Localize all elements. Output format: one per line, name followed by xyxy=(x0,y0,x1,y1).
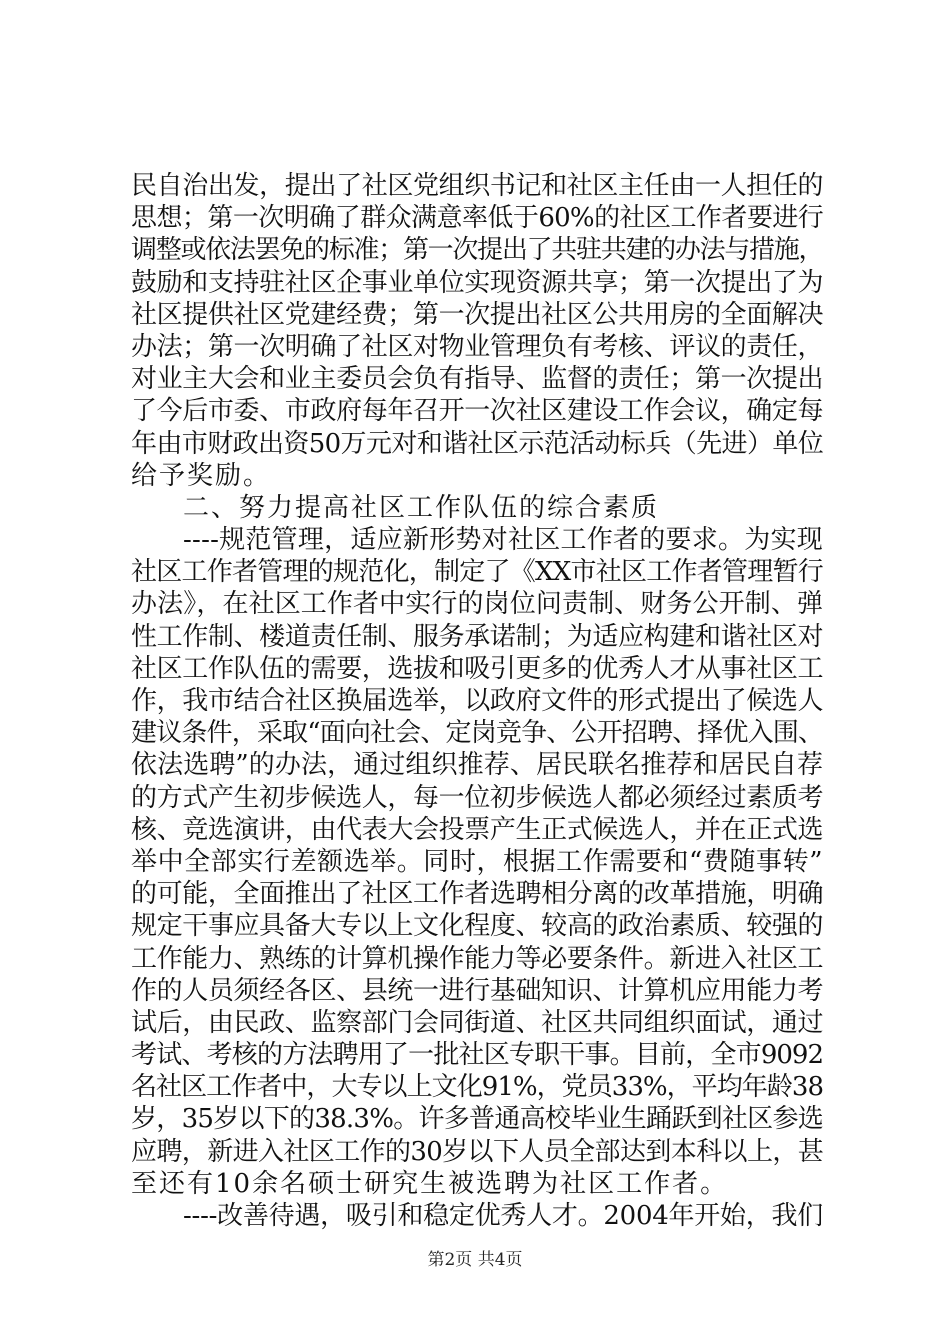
text-line: 工作能力、熟练的计算机操作能力等必要条件。新进入社区工 xyxy=(131,943,823,974)
text-line: 的可能，全面推出了社区工作者选聘相分离的改革措施，明确 xyxy=(131,879,823,910)
text-line: 鼓励和支持驻社区企事业单位实现资源共享；第一次提出了为 xyxy=(131,267,823,298)
text-line: 办法》，在社区工作者中实行的岗位问责制、财务公开制、弹 xyxy=(131,589,823,620)
text-line: 至还有10余名硕士研究生被选聘为社区工作者。 xyxy=(131,1168,729,1199)
text-line: 作，我市结合社区换届选举，以政府文件的形式提出了候选人 xyxy=(131,686,823,716)
text-line: 核、竞选演讲，由代表大会投票产生正式候选人，并在正式选 xyxy=(131,814,823,845)
text-line: 建议条件，采取“面向社会、定岗竞争、公开招聘、择优入围、 xyxy=(131,718,823,749)
body-text xyxy=(131,170,823,1232)
text-line: 试后，由民政、监察部门会同街道、社区共同组织面试，通过 xyxy=(131,1007,823,1038)
text-line: 社区工作者管理的规范化，制定了《XX市社区工作者管理暂行 xyxy=(131,557,824,588)
page-number-footer: 第2页 共4页 xyxy=(427,1250,523,1270)
text-line: 民自治出发，提出了社区党组织书记和社区主任由一人担任的 xyxy=(131,171,823,201)
text-line: 对业主大会和业主委员会负有指导、监督的责任；第一次提出 xyxy=(131,364,823,395)
section-heading: 二、努力提高社区工作队伍的综合素质 xyxy=(183,492,660,523)
text-line: 思想；第一次明确了群众满意率低于60%的社区工作者要进行 xyxy=(131,203,823,234)
text-line: ----规范管理，适应新形势对社区工作者的要求。为实现 xyxy=(183,525,823,556)
text-line: 办法；第一次明确了社区对物业管理负有考核、评议的责任， xyxy=(131,331,823,362)
text-line: 年由市财政出资50万元对和谐社区示范活动标兵（先进）单位 xyxy=(131,428,823,459)
text-line: 举中全部实行差额选举。同时，根据工作需要和“费随事转” xyxy=(131,846,823,877)
text-line: 岁，35岁以下的38.3%。许多普通高校毕业生踊跃到社区参选 xyxy=(131,1104,823,1135)
text-line: 考试、考核的方法聘用了一批社区专职干事。目前，全市9092 xyxy=(131,1040,823,1071)
text-line: 规定干事应具备大专以上文化程度、较高的政治素质、较强的 xyxy=(131,911,823,942)
text-line: 作的人员须经各区、县统一进行基础知识、计算机应用能力考 xyxy=(131,975,823,1006)
text-line: 了今后市委、市政府每年召开一次社区建设工作会议，确定每 xyxy=(131,396,823,427)
text-line: ----改善待遇，吸引和稳定优秀人才。2004年开始，我们 xyxy=(183,1201,824,1231)
text-line: 社区工作队伍的需要，选拔和吸引更多的优秀人才从事社区工 xyxy=(131,653,823,684)
text-line: 社区提供社区党建经费；第一次提出社区公共用房的全面解决 xyxy=(131,299,823,330)
text-line: 的方式产生初步候选人，每一位初步候选人都必须经过素质考 xyxy=(131,782,823,813)
text-line: 调整或依法罢免的标准；第一次提出了共驻共建的办法与措施， xyxy=(131,235,823,266)
text-line: 性工作制、楼道责任制、服务承诺制；为适应构建和谐社区对 xyxy=(131,621,823,652)
text-line: 应聘，新进入社区工作的30岁以下人员全部达到本科以上，甚 xyxy=(131,1136,823,1167)
text-line: 给予奖励。 xyxy=(131,460,272,491)
text-line: 名社区工作者中，大专以上文化91%，党员33%，平均年龄38 xyxy=(131,1072,823,1103)
text-line: 依法选聘”的办法，通过组织推荐、居民联名推荐和居民自荐 xyxy=(131,750,823,781)
